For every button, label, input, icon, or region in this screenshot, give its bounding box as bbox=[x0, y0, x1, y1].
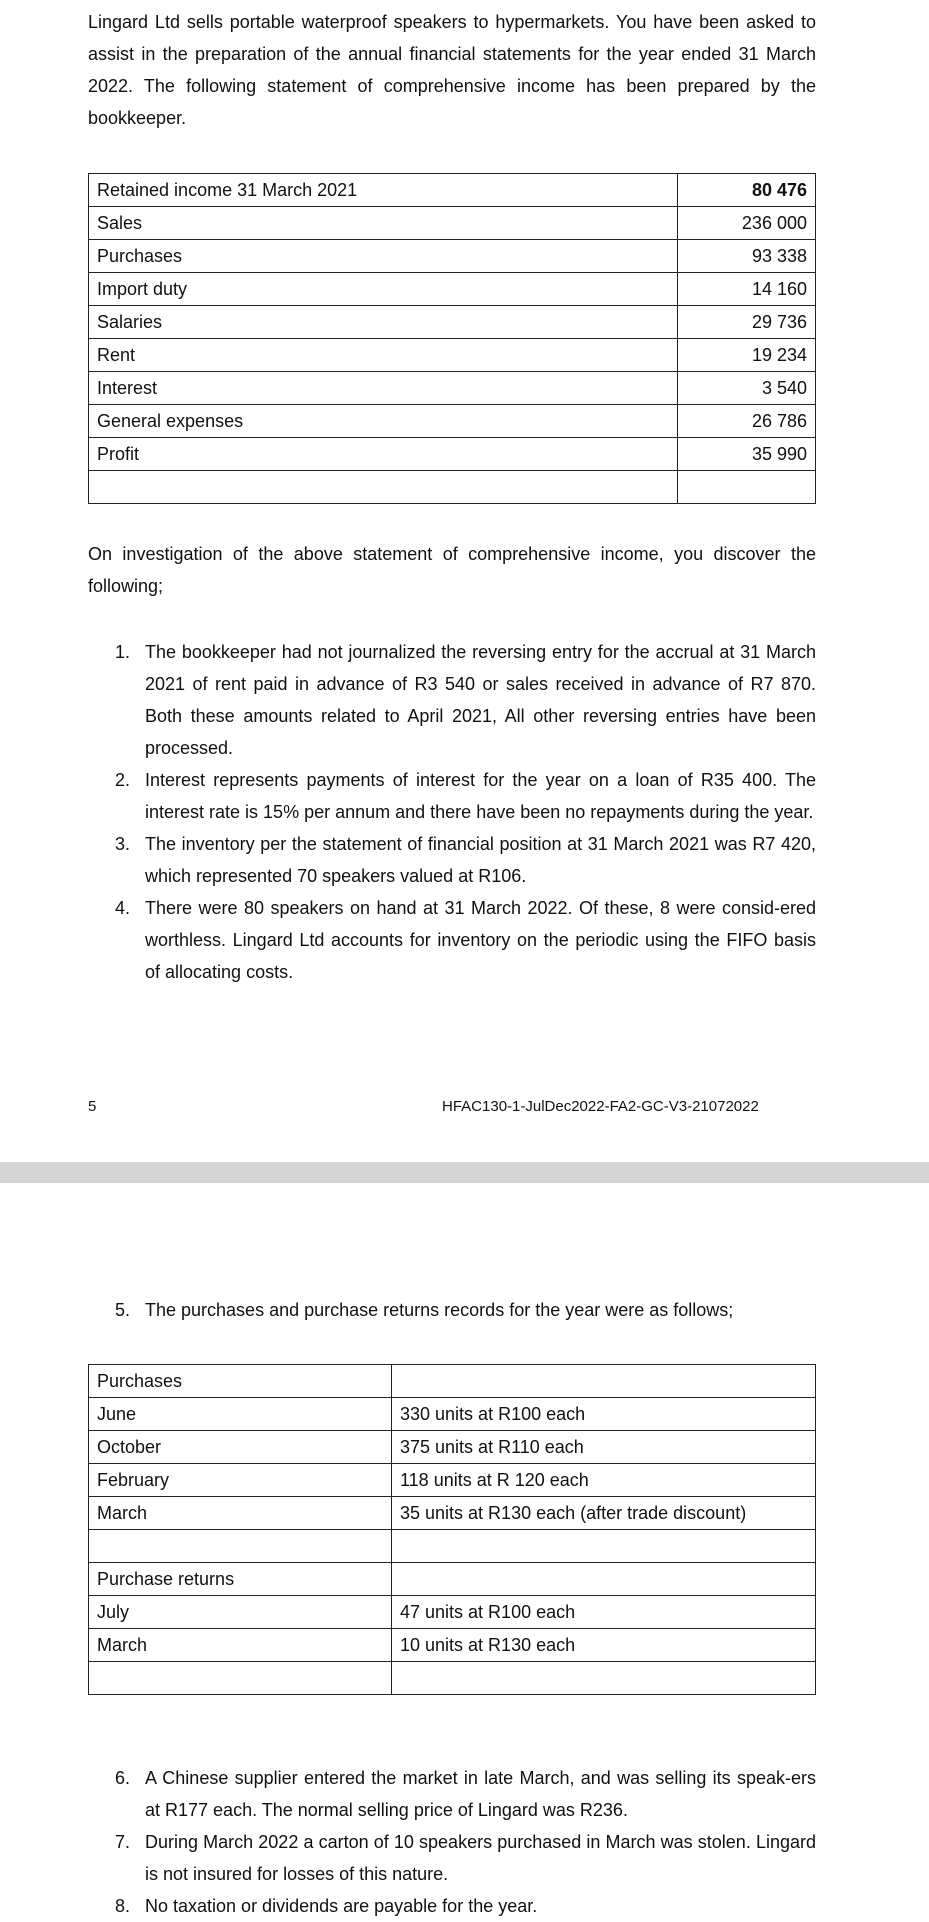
row-label: February bbox=[89, 1464, 392, 1497]
row-value: 236 000 bbox=[678, 207, 816, 240]
table-row bbox=[89, 1464, 816, 1497]
row-value bbox=[678, 471, 816, 504]
table-row bbox=[89, 1431, 816, 1464]
table-row bbox=[89, 174, 816, 207]
row-value: 29 736 bbox=[678, 306, 816, 339]
row-value bbox=[392, 1365, 816, 1398]
item-text: Interest represents payments of interest for the year on a loan of R35 400. The interest rate is 15% per annum and there have been no repayments during the year. bbox=[145, 770, 816, 822]
item-number: 8. bbox=[115, 1896, 131, 1916]
income-statement-table bbox=[88, 173, 816, 504]
row-value: 375 units at R110 each bbox=[392, 1431, 816, 1464]
row-label: General expenses bbox=[89, 405, 678, 438]
table-row bbox=[89, 1662, 816, 1695]
item-number: 2. bbox=[115, 770, 131, 790]
row-label: Import duty bbox=[89, 273, 678, 306]
list-item bbox=[115, 1826, 816, 1890]
row-value bbox=[392, 1563, 816, 1596]
row-label bbox=[89, 1662, 392, 1695]
item-text: The inventory per the statement of financial position at 31 March 2021 was R7 420, which represented 70 speakers valued at R106. bbox=[145, 834, 816, 886]
table-row bbox=[89, 1398, 816, 1431]
row-label: Profit bbox=[89, 438, 678, 471]
item-text: The purchases and purchase returns records for the year were as follows; bbox=[145, 1300, 734, 1320]
table-row bbox=[89, 339, 816, 372]
table-row bbox=[89, 207, 816, 240]
item-number: 4. bbox=[115, 898, 131, 918]
row-label: July bbox=[89, 1596, 392, 1629]
row-value: 10 units at R130 each bbox=[392, 1629, 816, 1662]
item-number: 3. bbox=[115, 834, 131, 854]
row-label: March bbox=[89, 1629, 392, 1662]
item-number: 6. bbox=[115, 1768, 131, 1788]
table-row bbox=[89, 1596, 816, 1629]
table-row bbox=[89, 372, 816, 405]
item-number: 1. bbox=[115, 642, 131, 662]
table-row bbox=[89, 1563, 816, 1596]
table-row bbox=[89, 1629, 816, 1662]
row-label: Rent bbox=[89, 339, 678, 372]
row-value: 14 160 bbox=[678, 273, 816, 306]
row-value: 3 540 bbox=[678, 372, 816, 405]
row-label: October bbox=[89, 1431, 392, 1464]
row-label bbox=[89, 1530, 392, 1563]
row-value: 26 786 bbox=[678, 405, 816, 438]
row-label: March bbox=[89, 1497, 392, 1530]
table-row bbox=[89, 273, 816, 306]
row-value: 330 units at R100 each bbox=[392, 1398, 816, 1431]
row-value: 47 units at R100 each bbox=[392, 1596, 816, 1629]
row-label: Purchases bbox=[89, 1365, 392, 1398]
page-number: 5 bbox=[88, 1098, 97, 1115]
list-item bbox=[115, 636, 816, 764]
table-row bbox=[89, 306, 816, 339]
item-text: No taxation or dividends are payable for the year. bbox=[145, 1896, 538, 1916]
row-value bbox=[392, 1530, 816, 1563]
row-label: Interest bbox=[89, 372, 678, 405]
row-value: 118 units at R 120 each bbox=[392, 1464, 816, 1497]
findings-list-part2 bbox=[115, 1762, 816, 1922]
row-value bbox=[392, 1662, 816, 1695]
table-row bbox=[89, 240, 816, 273]
table-row bbox=[89, 471, 816, 504]
investigation-intro: On investigation of the above statement of comprehensive income, you discover the following; bbox=[88, 544, 816, 596]
item-number: 5. bbox=[115, 1300, 131, 1320]
item-text: During March 2022 a carton of 10 speakers purchased in March was stolen. Lingard is not insured for losses of this nature. bbox=[145, 1832, 816, 1884]
row-label: Purchases bbox=[89, 240, 678, 273]
list-item bbox=[115, 1294, 816, 1326]
list-item bbox=[115, 764, 816, 828]
row-label: Salaries bbox=[89, 306, 678, 339]
row-value: 35 990 bbox=[678, 438, 816, 471]
list-item bbox=[115, 1890, 816, 1922]
table-row bbox=[89, 1530, 816, 1563]
page-break-divider bbox=[0, 1162, 929, 1183]
document-code: HFAC130-1-JulDec2022-FA2-GC-V3-21072022 bbox=[442, 1098, 759, 1115]
row-label: Purchase returns bbox=[89, 1563, 392, 1596]
row-label bbox=[89, 471, 678, 504]
row-label: Sales bbox=[89, 207, 678, 240]
table-row bbox=[89, 1365, 816, 1398]
table-row bbox=[89, 438, 816, 471]
intro-paragraph: Lingard Ltd sells portable waterproof speakers to hypermarkets. You have been asked to assist in the preparation of the annual financial statements for the year ended 31 March 2022. The following statement of comprehensive income has been prepared by the bookkeeper. bbox=[88, 12, 816, 128]
table-row bbox=[89, 1497, 816, 1530]
findings-list-part1 bbox=[115, 636, 816, 988]
row-value: 80 476 bbox=[678, 174, 816, 207]
row-label: June bbox=[89, 1398, 392, 1431]
list-item bbox=[115, 892, 816, 988]
row-value: 19 234 bbox=[678, 339, 816, 372]
item-text: There were 80 speakers on hand at 31 March 2022. Of these, 8 were consid-ered worthless. Lingard Ltd accounts for inventory on the periodic using the FIFO basis of allocating costs. bbox=[145, 898, 816, 982]
list-item bbox=[115, 1762, 816, 1826]
row-label: Retained income 31 March 2021 bbox=[89, 174, 678, 207]
row-value: 93 338 bbox=[678, 240, 816, 273]
item-text: A Chinese supplier entered the market in late March, and was selling its speak-ers at R177 each. The normal selling price of Lingard was R236. bbox=[145, 1768, 816, 1820]
table-row bbox=[89, 405, 816, 438]
purchases-table bbox=[88, 1364, 816, 1695]
item-text: The bookkeeper had not journalized the reversing entry for the accrual at 31 March 2021 of rent paid in advance of R3 540 or sales received in advance of R7 870. Both these amounts related to April 2021, All other reversing entries have been processed. bbox=[145, 642, 816, 758]
item-number: 7. bbox=[115, 1832, 131, 1852]
row-value: 35 units at R130 each (after trade discount) bbox=[392, 1497, 816, 1530]
list-item bbox=[115, 828, 816, 892]
findings-list-item5 bbox=[115, 1294, 816, 1326]
